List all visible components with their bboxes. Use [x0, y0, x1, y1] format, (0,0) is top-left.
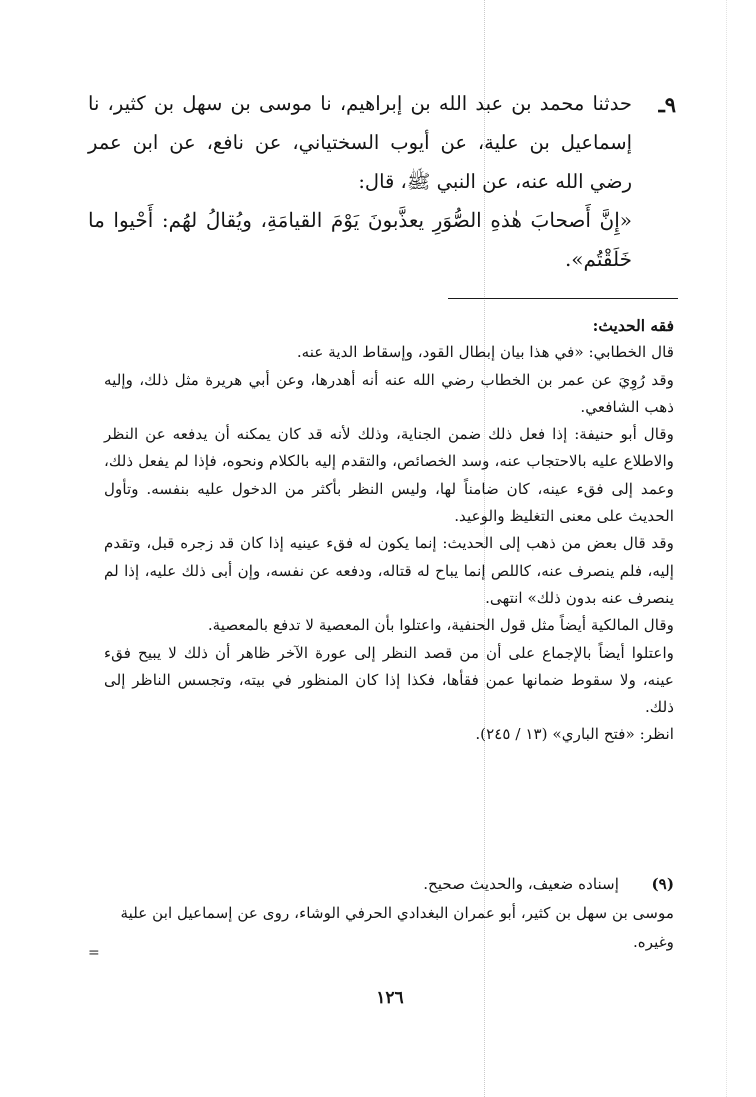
footnote-number: (٩) — [651, 875, 674, 893]
hadith-block — [88, 84, 674, 279]
footnote-line: موسى بن سهل بن كثير، أبو عمران البغدادي الحرفي الوشاء، روى عن إسماعيل ابن علية وغيره. — [120, 904, 674, 951]
hadith-matn: «إِنَّ أَصحابَ هٰذهِ الصُّوَرِ يعذَّبونَ يَوْمَ القيامَةِ، ويُقالُ لهُم: أَحْيوا ما خَلَقْتُم». — [88, 208, 632, 271]
commentary-paragraph: واعتلوا أيضاً بالإجماع على أن من قصد النظر إلى عورة الآخر ظاهر أن ذلك لا يبيح فقء عينه، ولا سقوط ضمانها عمن فقأها، فكذا إذا كان المنظور في بيته، وتجسس الناظر إلى ذلك. — [104, 643, 674, 717]
hadith-number: ٩ـ — [658, 92, 676, 117]
margin-mark: = — [88, 945, 100, 961]
footnote-first-row — [104, 870, 674, 899]
commentary-paragraph: وقال المالكية أيضاً مثل قول الحنفية، واعتلوا بأن المعصية لا تدفع بالمعصية. — [207, 616, 674, 635]
footnote-section — [104, 870, 674, 957]
scan-artifact-line-edge — [726, 0, 727, 1097]
hadith-text — [88, 84, 632, 279]
commentary-paragraph: وقال أبو حنيفة: إذا فعل ذلك ضمن الجناية، وذلك لأنه قد كان يمكنه أن يدفعه عن النظر والاطلاع عليه بالاحتجاب عنه، وسد الخصائص، والتقدم إليه بالكلام ونحوه، فإذا لم يفعل ذلك، وعمد إلى فقء عينه، كان ضامناً لها، وليس النظر بأكثر من الدخول عليه بنفسه. وتأول الحديث على معنى التغليظ والوعيد. — [104, 425, 674, 526]
commentary-paragraph: وقد قال بعض من ذهب إلى الحديث: إنما يكون له فقء عينيه إذا كان قد زجره قبل، وتقدم إليه، فلم ينصرف عنه، كاللص إنما يباح له قتاله، ودفعه عن نفسه، وإن أبى ذلك عليه، إذا لم ينصرف عنه بدون ذلك» انتهى. — [104, 534, 674, 607]
commentary-paragraph: قال الخطابي: «في هذا بيان إبطال القود، وإسقاط الدية عنه. — [296, 343, 674, 362]
section-divider — [448, 298, 678, 299]
page-number: ١٢٦ — [376, 988, 404, 1008]
commentary-section — [104, 312, 674, 749]
commentary-heading: فقه الحديث: — [592, 316, 674, 335]
commentary-paragraph: وقد رُوِيَ عن عمر بن الخطاب رضي الله عنه أنه أهدرها، وعن أبي هريرة مثل ذلك، وإليه ذهب الشافعي. — [104, 370, 674, 416]
commentary-reference: انظر: «فتح الباري» (١٣ / ٢٤٥). — [475, 725, 674, 744]
footnote-line: إسناده ضعيف، والحديث صحيح. — [423, 875, 619, 893]
hadith-isnad: حدثنا محمد بن عبد الله بن إبراهيم، نا موسى بن سهل بن كثير، نا إسماعيل بن علية، عن أيوب السختياني، عن نافع، عن ابن عمر رضي الله عنه، عن النبي ﷺ، قال: — [88, 92, 632, 193]
